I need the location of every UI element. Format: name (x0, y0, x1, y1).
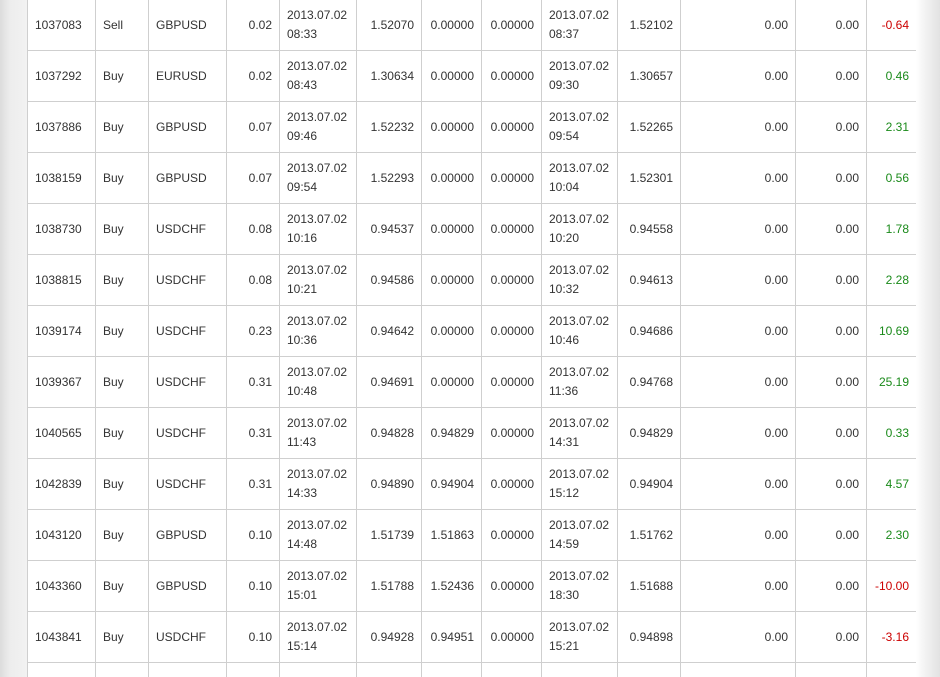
type-cell: Buy (96, 153, 149, 204)
close-time-cell (542, 357, 618, 408)
symbol-cell: USDCHF (149, 612, 227, 663)
close-time-date: 2013.07.02 (549, 212, 610, 226)
size-cell: 0.07 (227, 102, 280, 153)
commission-cell: 0.00 (681, 51, 796, 102)
commission-cell: 0.00 (681, 459, 796, 510)
symbol-cell: GBPUSD (149, 153, 227, 204)
close-time-date: 2013.07.02 (549, 569, 610, 583)
profit-cell: 0.46 (867, 51, 917, 102)
close-time-cell (542, 0, 618, 51)
close-time-date: 2013.07.02 (549, 620, 610, 634)
empty-cell (618, 663, 681, 677)
open-time-date: 2013.07.02 (287, 569, 348, 583)
table-row (28, 408, 917, 459)
table-row (28, 0, 917, 51)
ticket-cell: 1037886 (28, 102, 96, 153)
profit-cell: 1.78 (867, 204, 917, 255)
symbol-cell: GBPUSD (149, 561, 227, 612)
profit-cell: -10.00 (867, 561, 917, 612)
close-time-clock: 09:54 (549, 129, 580, 143)
empty-cell (280, 663, 357, 677)
close-time-cell (542, 612, 618, 663)
open-time-date: 2013.07.02 (287, 365, 348, 379)
ticket-cell: 1038730 (28, 204, 96, 255)
close-time-clock: 18:30 (549, 588, 580, 602)
open-price-cell: 0.94537 (357, 204, 422, 255)
profit-cell: 0.33 (867, 408, 917, 459)
empty-cell (96, 663, 149, 677)
ticket-cell: 1043841 (28, 612, 96, 663)
swap-cell: 0.00 (796, 0, 867, 51)
take-profit-cell: 0.00000 (482, 561, 542, 612)
open-time-clock: 10:21 (287, 282, 318, 296)
stop-loss-cell: 0.94904 (422, 459, 482, 510)
close-price-cell: 0.94613 (618, 255, 681, 306)
symbol-cell: GBPUSD (149, 0, 227, 51)
open-price-cell: 0.94691 (357, 357, 422, 408)
open-time-cell (280, 102, 357, 153)
open-time-cell (280, 51, 357, 102)
open-price-cell: 1.51739 (357, 510, 422, 561)
ticket-cell: 1037083 (28, 0, 96, 51)
close-time-cell (542, 459, 618, 510)
open-time-clock: 15:01 (287, 588, 318, 602)
size-cell: 0.31 (227, 408, 280, 459)
open-time-clock: 08:33 (287, 27, 318, 41)
symbol-cell: GBPUSD (149, 510, 227, 561)
close-time-date: 2013.07.02 (549, 365, 610, 379)
symbol-cell: GBPUSD (149, 102, 227, 153)
commission-cell: 0.00 (681, 0, 796, 51)
open-time-date: 2013.07.02 (287, 110, 348, 124)
swap-cell: 0.00 (796, 102, 867, 153)
open-time-clock: 09:54 (287, 180, 318, 194)
open-time-clock: 10:48 (287, 384, 318, 398)
size-cell: 0.08 (227, 204, 280, 255)
symbol-cell: USDCHF (149, 459, 227, 510)
empty-cell (357, 663, 422, 677)
profit-cell: 25.19 (867, 357, 917, 408)
table-row (28, 357, 917, 408)
size-cell: 0.31 (227, 357, 280, 408)
close-price-cell: 1.30657 (618, 51, 681, 102)
stop-loss-cell: 1.51863 (422, 510, 482, 561)
type-cell: Buy (96, 612, 149, 663)
symbol-cell: EURUSD (149, 51, 227, 102)
table-row (28, 561, 917, 612)
swap-cell: 0.00 (796, 612, 867, 663)
open-time-cell (280, 153, 357, 204)
stop-loss-cell: 0.94951 (422, 612, 482, 663)
close-time-cell (542, 204, 618, 255)
close-time-date: 2013.07.02 (549, 59, 610, 73)
empty-cell (482, 663, 542, 677)
open-time-date: 2013.07.02 (287, 467, 348, 481)
open-time-clock: 11:43 (287, 435, 317, 449)
take-profit-cell: 0.00000 (482, 408, 542, 459)
take-profit-cell: 0.00000 (482, 255, 542, 306)
ticket-cell: 1038159 (28, 153, 96, 204)
open-time-date: 2013.07.02 (287, 620, 348, 634)
empty-cell (28, 663, 96, 677)
type-cell: Buy (96, 51, 149, 102)
profit-cell: 2.28 (867, 255, 917, 306)
type-cell: Buy (96, 255, 149, 306)
open-time-cell (280, 459, 357, 510)
swap-cell: 0.00 (796, 459, 867, 510)
close-time-cell (542, 408, 618, 459)
profit-cell: -3.16 (867, 612, 917, 663)
size-cell: 0.07 (227, 153, 280, 204)
type-cell: Buy (96, 102, 149, 153)
trade-rows (28, 0, 917, 677)
size-cell: 0.10 (227, 510, 280, 561)
close-time-date: 2013.07.02 (549, 416, 610, 430)
type-cell: Buy (96, 357, 149, 408)
ticket-cell: 1040565 (28, 408, 96, 459)
open-time-date: 2013.07.02 (287, 8, 348, 22)
stop-loss-cell: 0.94829 (422, 408, 482, 459)
stop-loss-cell: 0.00000 (422, 255, 482, 306)
table-row (28, 255, 917, 306)
type-cell: Buy (96, 408, 149, 459)
type-cell: Buy (96, 510, 149, 561)
close-time-cell (542, 561, 618, 612)
stop-loss-cell: 0.00000 (422, 102, 482, 153)
empty-cell (542, 663, 618, 677)
empty-cell (149, 663, 227, 677)
take-profit-cell: 0.00000 (482, 0, 542, 51)
close-price-cell: 0.94829 (618, 408, 681, 459)
close-time-clock: 10:32 (549, 282, 580, 296)
open-time-cell (280, 612, 357, 663)
close-time-clock: 14:59 (549, 537, 580, 551)
take-profit-cell: 0.00000 (482, 510, 542, 561)
type-cell: Sell (96, 0, 149, 51)
type-cell: Buy (96, 561, 149, 612)
table-row (28, 510, 917, 561)
take-profit-cell: 0.00000 (482, 102, 542, 153)
close-price-cell: 1.52265 (618, 102, 681, 153)
take-profit-cell: 0.00000 (482, 459, 542, 510)
size-cell: 0.31 (227, 459, 280, 510)
close-price-cell: 0.94898 (618, 612, 681, 663)
take-profit-cell: 0.00000 (482, 306, 542, 357)
take-profit-cell: 0.00000 (482, 357, 542, 408)
type-cell: Buy (96, 204, 149, 255)
empty-cell (796, 663, 867, 677)
close-price-cell: 0.94558 (618, 204, 681, 255)
close-time-clock: 15:21 (549, 639, 580, 653)
close-time-clock: 10:04 (549, 180, 580, 194)
type-cell: Buy (96, 306, 149, 357)
open-time-date: 2013.07.02 (287, 314, 348, 328)
close-price-cell: 0.94904 (618, 459, 681, 510)
table-row (28, 306, 917, 357)
close-time-date: 2013.07.02 (549, 518, 610, 532)
type-cell: Buy (96, 459, 149, 510)
close-time-date: 2013.07.02 (549, 161, 610, 175)
empty-cell (227, 663, 280, 677)
close-time-clock: 11:36 (549, 384, 579, 398)
open-price-cell: 0.94928 (357, 612, 422, 663)
swap-cell: 0.00 (796, 510, 867, 561)
close-time-cell (542, 510, 618, 561)
close-time-cell (542, 153, 618, 204)
table-row (28, 612, 917, 663)
symbol-cell: USDCHF (149, 306, 227, 357)
open-price-cell: 1.51788 (357, 561, 422, 612)
swap-cell: 0.00 (796, 51, 867, 102)
ticket-cell: 1043120 (28, 510, 96, 561)
symbol-cell: USDCHF (149, 204, 227, 255)
close-time-cell (542, 255, 618, 306)
open-time-clock: 15:14 (287, 639, 318, 653)
ticket-cell: 1039367 (28, 357, 96, 408)
close-time-date: 2013.07.02 (549, 467, 610, 481)
close-price-cell: 1.51688 (618, 561, 681, 612)
take-profit-cell: 0.00000 (482, 612, 542, 663)
stop-loss-cell: 0.00000 (422, 306, 482, 357)
close-price-cell: 1.52102 (618, 0, 681, 51)
page-right-margin (916, 0, 940, 677)
open-time-cell (280, 357, 357, 408)
table-row (28, 204, 917, 255)
profit-cell: 2.30 (867, 510, 917, 561)
table-row-partial (28, 663, 917, 677)
size-cell: 0.02 (227, 0, 280, 51)
profit-cell: -0.64 (867, 0, 917, 51)
open-price-cell: 1.52070 (357, 0, 422, 51)
swap-cell: 0.00 (796, 306, 867, 357)
open-price-cell: 0.94890 (357, 459, 422, 510)
close-time-clock: 08:37 (549, 27, 580, 41)
symbol-cell: USDCHF (149, 408, 227, 459)
ticket-cell: 1043360 (28, 561, 96, 612)
close-time-clock: 09:30 (549, 78, 580, 92)
open-time-cell (280, 561, 357, 612)
stop-loss-cell: 0.00000 (422, 153, 482, 204)
empty-cell (867, 663, 917, 677)
swap-cell: 0.00 (796, 255, 867, 306)
stop-loss-cell: 0.00000 (422, 357, 482, 408)
close-price-cell: 1.52301 (618, 153, 681, 204)
close-price-cell: 1.51762 (618, 510, 681, 561)
open-time-date: 2013.07.02 (287, 59, 348, 73)
open-time-cell (280, 408, 357, 459)
open-time-date: 2013.07.02 (287, 161, 348, 175)
stop-loss-cell: 0.00000 (422, 204, 482, 255)
commission-cell: 0.00 (681, 357, 796, 408)
symbol-cell: USDCHF (149, 255, 227, 306)
stop-loss-cell: 0.00000 (422, 0, 482, 51)
open-time-cell (280, 510, 357, 561)
open-time-clock: 10:36 (287, 333, 318, 347)
open-time-cell (280, 204, 357, 255)
close-time-cell (542, 306, 618, 357)
open-price-cell: 1.30634 (357, 51, 422, 102)
open-time-clock: 08:43 (287, 78, 318, 92)
close-time-date: 2013.07.02 (549, 110, 610, 124)
close-time-cell (542, 51, 618, 102)
symbol-cell: USDCHF (149, 357, 227, 408)
close-time-cell (542, 102, 618, 153)
close-price-cell: 0.94768 (618, 357, 681, 408)
size-cell: 0.02 (227, 51, 280, 102)
open-price-cell: 1.52293 (357, 153, 422, 204)
open-price-cell: 0.94586 (357, 255, 422, 306)
trades-table (27, 0, 917, 677)
ticket-cell: 1038815 (28, 255, 96, 306)
take-profit-cell: 0.00000 (482, 51, 542, 102)
open-price-cell: 1.52232 (357, 102, 422, 153)
swap-cell: 0.00 (796, 357, 867, 408)
open-time-cell (280, 306, 357, 357)
table-row (28, 153, 917, 204)
commission-cell: 0.00 (681, 510, 796, 561)
open-time-clock: 14:48 (287, 537, 318, 551)
profit-cell: 4.57 (867, 459, 917, 510)
open-time-date: 2013.07.02 (287, 263, 348, 277)
close-time-clock: 14:31 (549, 435, 580, 449)
commission-cell: 0.00 (681, 408, 796, 459)
close-price-cell: 0.94686 (618, 306, 681, 357)
open-time-date: 2013.07.02 (287, 416, 348, 430)
open-time-clock: 09:46 (287, 129, 318, 143)
stop-loss-cell: 0.00000 (422, 51, 482, 102)
commission-cell: 0.00 (681, 153, 796, 204)
size-cell: 0.08 (227, 255, 280, 306)
ticket-cell: 1037292 (28, 51, 96, 102)
profit-cell: 0.56 (867, 153, 917, 204)
close-time-clock: 10:20 (549, 231, 580, 245)
commission-cell: 0.00 (681, 561, 796, 612)
profit-cell: 10.69 (867, 306, 917, 357)
close-time-clock: 10:46 (549, 333, 580, 347)
close-time-clock: 15:12 (549, 486, 580, 500)
commission-cell: 0.00 (681, 612, 796, 663)
commission-cell: 0.00 (681, 204, 796, 255)
commission-cell: 0.00 (681, 102, 796, 153)
commission-cell: 0.00 (681, 306, 796, 357)
commission-cell: 0.00 (681, 255, 796, 306)
stop-loss-cell: 1.52436 (422, 561, 482, 612)
close-time-date: 2013.07.02 (549, 8, 610, 22)
open-price-cell: 0.94828 (357, 408, 422, 459)
open-time-clock: 14:33 (287, 486, 318, 500)
table-row (28, 51, 917, 102)
table-row (28, 459, 917, 510)
profit-cell: 2.31 (867, 102, 917, 153)
table-row (28, 102, 917, 153)
open-time-cell (280, 255, 357, 306)
open-time-date: 2013.07.02 (287, 518, 348, 532)
ticket-cell: 1039174 (28, 306, 96, 357)
open-time-date: 2013.07.02 (287, 212, 348, 226)
empty-cell (681, 663, 796, 677)
close-time-date: 2013.07.02 (549, 314, 610, 328)
size-cell: 0.23 (227, 306, 280, 357)
open-time-clock: 10:16 (287, 231, 318, 245)
open-price-cell: 0.94642 (357, 306, 422, 357)
empty-cell (422, 663, 482, 677)
ticket-cell: 1042839 (28, 459, 96, 510)
swap-cell: 0.00 (796, 204, 867, 255)
take-profit-cell: 0.00000 (482, 204, 542, 255)
swap-cell: 0.00 (796, 408, 867, 459)
close-time-date: 2013.07.02 (549, 263, 610, 277)
swap-cell: 0.00 (796, 153, 867, 204)
take-profit-cell: 0.00000 (482, 153, 542, 204)
swap-cell: 0.00 (796, 561, 867, 612)
size-cell: 0.10 (227, 561, 280, 612)
size-cell: 0.10 (227, 612, 280, 663)
open-time-cell (280, 0, 357, 51)
